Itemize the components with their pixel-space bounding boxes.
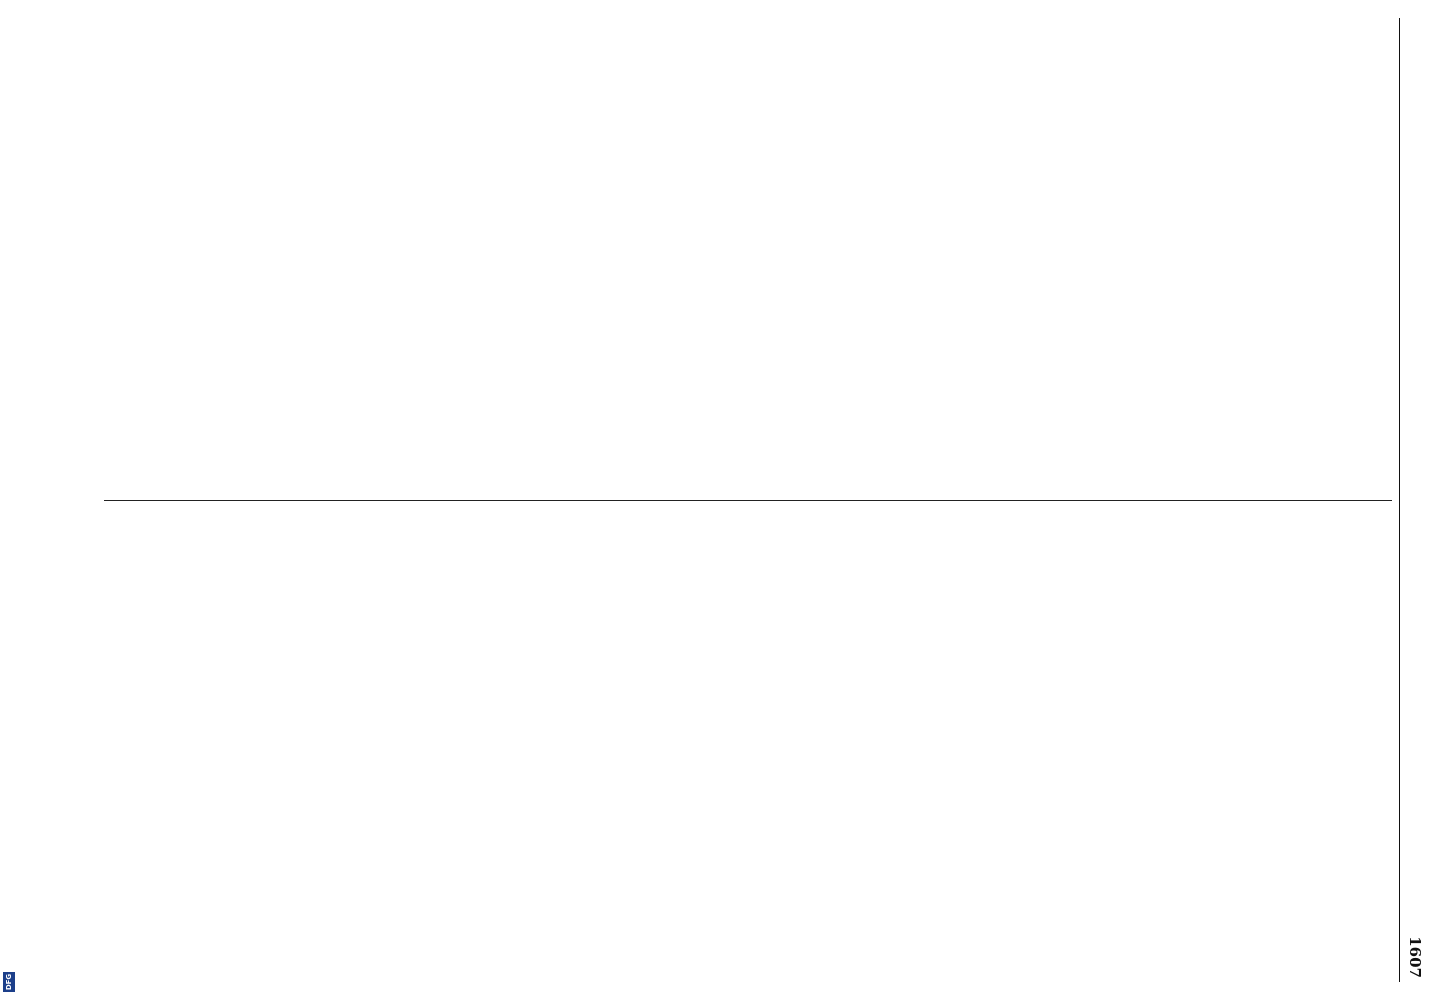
- dfg-logo: [3, 972, 15, 992]
- rotated-page-content: [96, 18, 1426, 982]
- dfg-logo-text: DFG: [5, 973, 13, 991]
- digitization-sidebar: [2, 0, 18, 1000]
- page-header: [1399, 18, 1426, 982]
- column-divider: [104, 500, 1392, 501]
- right-text-column: [96, 512, 1392, 982]
- page-number: 1607: [1406, 936, 1424, 978]
- left-text-column: [96, 18, 1392, 488]
